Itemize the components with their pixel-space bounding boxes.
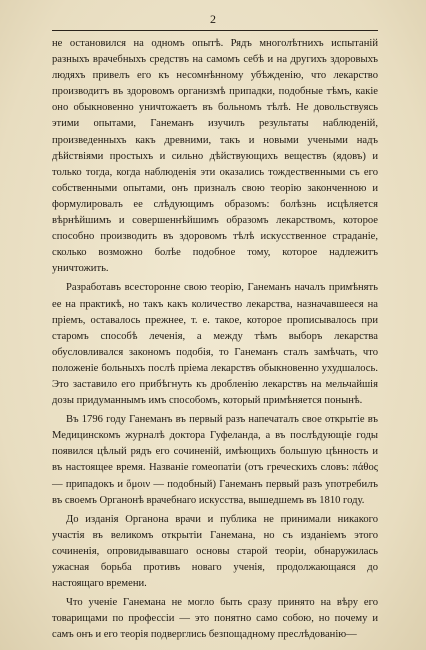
paragraph-2: Разработавъ всесторонне свою теорію, Ганеманъ началъ примѣнять ее на практикѣ, но такъ какъ количество лекарства, назначавшееся на пріемъ, оставалось прежнее, т. е. такое, которое прописывалось при старомъ способѣ леченія, а между тѣмъ выборъ лекарства обусловливался закономъ подобія, то Ганеманъ сталъ замѣчать, что положеніе больныхъ послѣ пріема лекарствъ обыкновенно ухудшалось. Это заставило его прибѣгнуть къ дробленію лекарствъ на мельчайшія дозы придуманнымъ имъ способомъ, который примѣняется понынѣ. <box>52 282 378 407</box>
header-rule <box>52 30 378 31</box>
body-text <box>52 36 378 646</box>
paragraph-1: не остановился на одномъ опытѣ. Рядъ многолѣтнихъ испытаній разныхъ врачебныхъ средствъ на самомъ себѣ и на другихъ здоровыхъ людяхъ привелъ его къ несомнѣнному убѣжденію, что лекарство производитъ въ здоровомъ организмѣ припадки, подобные тѣмъ, какіе оно обыкновенно уничтожаетъ въ больномъ тѣлѣ. Не довольствуясь этими опытами, Ганеманъ изучилъ результаты наблюденій, произведенныхъ какъ древними, такъ и новыми учеными надъ дѣйствіями простыхъ и сильно дѣйствующихъ веществъ (ядовъ) и только тогда, когда наблюденія эти оказались тождественными съ его собственными опытами, онъ призналъ свою теорію законченною и формулировалъ ее слѣдующимъ образомъ: болѣзнь исцѣляется вѣрнѣйшимъ и совершеннѣйшимъ образомъ лекарствомъ, которое способно производить въ здоровомъ тѣлѣ искусственное страданіе, сколько возможно болѣе подобное тому, которое надлежитъ уничтожить. <box>52 38 378 275</box>
paragraph-3: Въ 1796 году Ганеманъ въ первый разъ напечаталъ свое открытіе въ Медицинскомъ журналѣ доктора Гуфеланда, а въ послѣдующіе годы появился цѣлый рядъ его сочиненій, имѣющихъ большую цѣнность и въ настоящее время. Названіе гомеопатіи (отъ греческихъ словъ: πάθος — припадокъ и ὅμοιν — подобный) Ганеманъ первый разъ употребилъ въ своемъ Органонѣ врачебнаго искусства, вышедшемъ въ 1810 году. <box>52 414 378 506</box>
paragraph-4: До изданія Органона врачи и публика не принимали никакого участія въ великомъ открытіи Ганемана, но съ изданіемъ этого сочиненія, опровидывавшаго основы старой теоріи, обнаружилась ужасная борьба противъ новаго ученія, продолжающаяся до настоящаго времени. <box>52 513 378 590</box>
paragraph-5: Что ученіе Ганемана не могло быть сразу принято на вѣру его товарищами по профессіи — это понятно само собою, но почему и самъ онъ и его теорія подверглись безпощадному преслѣдованію— <box>52 597 378 641</box>
page-number: 2 <box>210 12 216 26</box>
